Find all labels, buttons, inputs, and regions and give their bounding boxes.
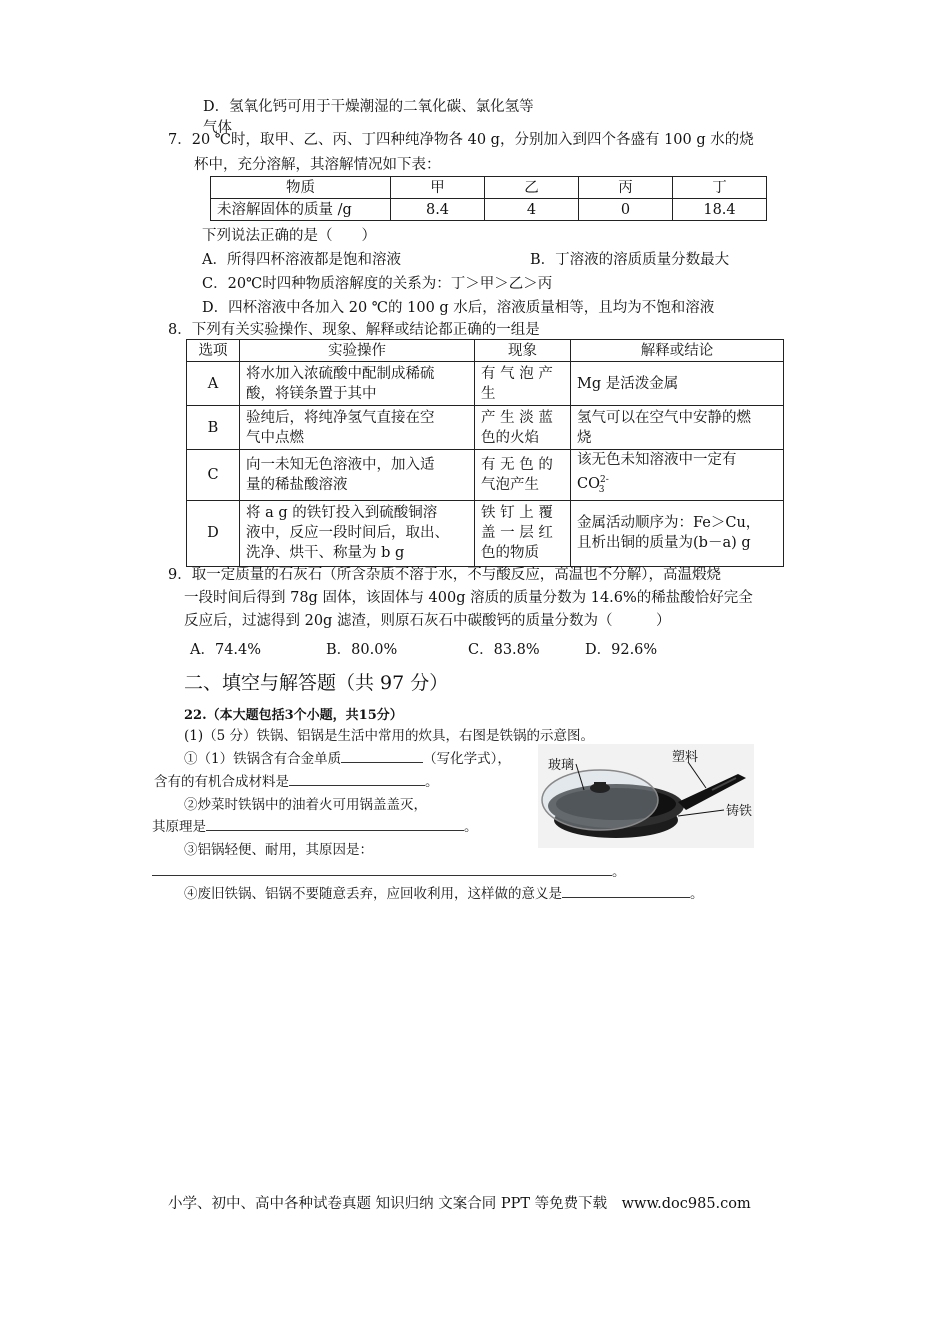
q8-row-c-option: C <box>187 450 240 501</box>
answer-blank-meaning[interactable] <box>562 883 690 898</box>
q7-table <box>210 176 767 221</box>
q22-sub2-line1: ②炒菜时铁锅中的油着火可用锅盖盖灭， <box>184 797 427 813</box>
q9-line2: 一段时间后得到 78g 固体，该固体与 400g 溶质的质量分数为 14.6%的稀盐酸恰好完全 <box>184 590 753 606</box>
page-footer: 小学、初中、高中各种试卷真题 知识归纳 文案合同 PPT 等免费下载 www.doc985.com <box>168 1196 751 1212</box>
q22-sub4: ④废旧铁锅、铝锅不要随意丢弃，应回收利用，这样做的意义是 。 <box>184 882 704 902</box>
q22-sub1-line2: 含有的有机合成材料是 。 <box>154 770 439 790</box>
q8-row-c-operation: 向一未知无色溶液中，加入适 量的稀盐酸溶液 <box>240 450 475 501</box>
q8-row-b <box>187 406 784 450</box>
answer-blank-principle[interactable] <box>206 816 464 831</box>
q7-option-a: A．所得四杯溶液都是饱和溶液 <box>202 252 401 268</box>
q8-row-d-phenomenon: 铁 钉 上 覆 盖 一 层 红 色的物质 <box>475 500 571 566</box>
frying-pan-figure <box>538 744 754 848</box>
q7-header-jia: 甲 <box>391 177 485 199</box>
q8-row-a-operation: 将水加入浓硫酸中配制成稀硫 酸，将镁条置于其中 <box>240 362 475 406</box>
label-glass: 玻璃 <box>548 758 575 773</box>
q8-row-d-operation: 将 a g 的铁钉投入到硫酸铜溶 液中，反应一段时间后，取出、 洗净、烘干、称量为 b g <box>240 500 475 566</box>
q7-prompt: 下列说法正确的是（ ） <box>202 228 376 244</box>
cut-off-line: D．氢氧化钙可用于干燥潮湿的二氧化碳、氯化氢等气体 <box>203 99 534 136</box>
q8-row-b-phenomenon: 产 生 淡 蓝 色的火焰 <box>475 406 571 450</box>
q7-header-substance: 物质 <box>211 177 391 199</box>
answer-blank-reason[interactable] <box>152 861 612 876</box>
section-2-heading: 二、填空与解答题（共 97 分） <box>184 672 449 694</box>
q8-header-conclusion: 解释或结论 <box>571 340 784 362</box>
q7-stem-line1: 7．20 ℃时，取甲、乙、丙、丁四种纯净物各 40 g，分别加入到四个各盛有 100 g 水的烧 <box>168 132 754 148</box>
q8-row-c-phenomenon: 有 无 色 的 气泡产生 <box>475 450 571 501</box>
q7-value-jia: 8.4 <box>391 199 485 221</box>
q8-header-operation: 实验操作 <box>240 340 475 362</box>
q22-title: 22.（本大题包括3个小题，共15分） <box>184 708 403 723</box>
q8-row-b-option: B <box>187 406 240 450</box>
q9-option-a: A．74.4% <box>190 642 262 658</box>
q9-line1: 9．取一定质量的石灰石（所含杂质不溶于水，不与酸反应，高温也不分解），高温煅烧 <box>168 567 721 583</box>
label-cast-iron: 铸铁 <box>726 804 753 819</box>
q8-row-c <box>187 450 784 501</box>
q9-option-d: D．92.6% <box>585 642 658 658</box>
q7-header-bing: 丙 <box>579 177 673 199</box>
answer-blank-organic[interactable] <box>289 771 425 786</box>
q8-stem: 8．下列有关实验操作、现象、解释或结论都正确的一组是 <box>168 322 540 338</box>
q8-row-a <box>187 362 784 406</box>
q7-option-d: D．四杯溶液中各加入 20 ℃的 100 g 水后，溶液质量相等，且均为不饱和溶液 <box>202 300 715 316</box>
q8-header-option: 选项 <box>187 340 240 362</box>
q7-row-label: 未溶解固体的质量 /g <box>211 199 391 221</box>
q8-row-d-option: D <box>187 500 240 566</box>
q8-header-phenomenon: 现象 <box>475 340 571 362</box>
q22-sub2-line2: 其原理是 。 <box>152 815 478 835</box>
q8-row-a-phenomenon: 有 气 泡 产 生 <box>475 362 571 406</box>
q9-option-b: B．80.0% <box>326 642 398 658</box>
q8-row-c-conclusion: 该无色未知溶液中一定有 $CO^{2-}_3$ <box>571 450 784 501</box>
q8-row-d-conclusion: 金属活动顺序为：Fe＞Cu， 且析出铜的质量为(b－a) g <box>571 500 784 566</box>
q8-row-d <box>187 500 784 566</box>
q7-header-yi: 乙 <box>485 177 579 199</box>
q22-sub3-line1: ③铝锅轻便、耐用，其原因是： <box>184 842 373 858</box>
q9-line3: 反应后，过滤得到 20g 滤渣，则原石灰石中碳酸钙的质量分数为（ ） <box>184 613 671 629</box>
q22-intro: (1)（5 分）铁锅、铝锅是生活中常用的炊具，右图是铁锅的示意图。 <box>184 728 595 744</box>
q7-value-ding: 18.4 <box>673 199 767 221</box>
q8-row-b-operation: 验纯后，将纯净氢气直接在空 气中点燃 <box>240 406 475 450</box>
q8-row-b-conclusion: 氢气可以在空气中安静的燃 烧 <box>571 406 784 450</box>
label-plastic: 塑料 <box>672 750 699 765</box>
q7-option-c: C．20℃时四种物质溶解度的关系为：丁＞甲＞乙＞丙 <box>202 276 553 292</box>
q8-row-a-conclusion: Mg 是活泼金属 <box>571 362 784 406</box>
q9-option-c: C．83.8% <box>468 642 540 658</box>
q7-header-ding: 丁 <box>673 177 767 199</box>
q7-stem-line2: 杯中，充分溶解，其溶解情况如下表： <box>194 157 441 173</box>
q7-value-bing: 0 <box>579 199 673 221</box>
q7-value-yi: 4 <box>485 199 579 221</box>
q22-sub3-line2: 。 <box>152 860 626 880</box>
q7-option-b: B．丁溶液的溶质质量分数最大 <box>530 252 730 268</box>
answer-blank-alloy[interactable] <box>341 748 423 763</box>
q22-sub1-line1: ①（1）铁锅含有合金单质 （写化学式）， <box>184 747 511 767</box>
q8-table <box>186 339 784 567</box>
q8-row-a-option: A <box>187 362 240 406</box>
